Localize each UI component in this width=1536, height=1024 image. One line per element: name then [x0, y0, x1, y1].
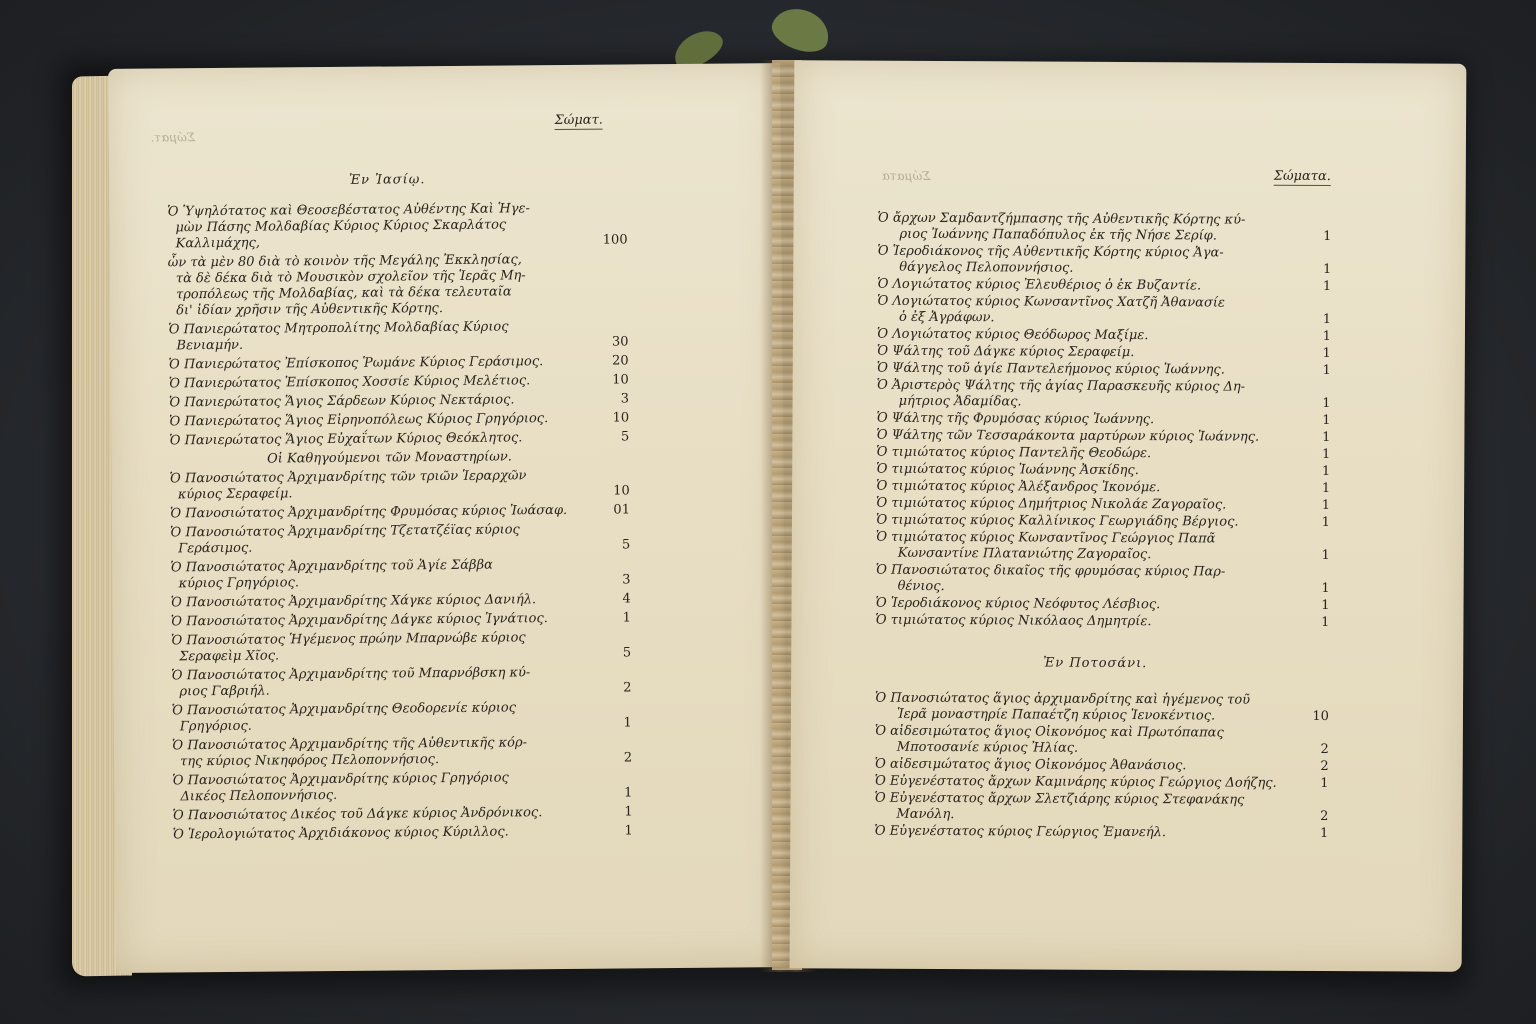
left-page — [108, 63, 788, 973]
entry-line: Ὁ Πανοσιώτατος Ἀρχιμανδρίτης Φρυμόσας κύριος Ἰωάσαφ. — [169, 502, 568, 522]
entry-line: Ὁ Πανοσιώτατος Ἡγέμενος πρώην Μπαρνώβε κύριος — [170, 630, 526, 649]
entry-count: 4 — [622, 591, 631, 607]
entry-count: 2 — [1320, 742, 1329, 758]
entry-count: 1 — [1321, 481, 1331, 497]
entry-count: 1 — [1322, 262, 1332, 278]
entry-count: 1 — [1321, 615, 1330, 631]
entry-line: Ὁ Πανοσιώτατος δικαῖος τῆς φρυμόσας κύριος Παρ- — [875, 562, 1226, 580]
entry-line: Δικέος Πελοποννήσιος. — [180, 787, 338, 805]
entry-count: 10 — [612, 372, 629, 388]
entry-line: Ὁ τιμιώτατος κύριος Δημήτριος Νικολάε Ζαγοραῖος. — [876, 495, 1227, 513]
entry-line: Ὁ Πανοσιώτατος Ἀρχιμανδρίτης τοῦ Μπαρνόβσκη κύ- — [171, 665, 531, 684]
entry-line: Ὁ Εὐγενέστατος κύριος Γεώργιος Ἐμανεήλ. — [874, 823, 1167, 841]
entry-line: Ὁ αἰδεσιμώτατος ἅγιος Οἰκονόμος Ἀθανάσιος. — [874, 756, 1187, 774]
entry-line: Ὁ Πανοσιώτατος Ἀρχιμανδρίτης Χάγκε κύριος Δανιήλ. — [170, 592, 537, 611]
entry-line: Ὁ Πανοσιώτατος Ἀρχιμανδρίτης κύριος Γρηγόριος — [172, 770, 509, 789]
section-title: Ἐν Ποτοσάνι. — [1043, 655, 1148, 672]
entry-line: Ὁ Ὑψηλότατος καὶ Θεοσεβέστατος Αὐθέντης Καὶ Ἡγε- — [167, 201, 530, 220]
entry-count: 3 — [622, 572, 631, 588]
entry-line: θάγγελος Πελοποννήσιος. — [899, 259, 1074, 276]
entry-count: 100 — [602, 232, 628, 248]
entry-line: τὰ δὲ δέκα διὰ τὸ Μουσικὸν σχολεῖον τῆς Ἱερᾶς Μη- — [175, 268, 526, 287]
entry-line: δι' ἰδίαν χρῆσιν τῆς Αὐθεντικῆς Κόρτης. — [176, 301, 444, 319]
entry-line: Ὁ Πανιερώτατος Ἅγιος Εὐχαΐτων Κύριος Θεόκλητος. — [169, 430, 523, 449]
entry-line: Ὁ Πανοσιώτατος Δικέος τοῦ Δάγκε κύριος Ἀνδρόνικος. — [172, 805, 543, 824]
entry-line: Ὁ Λογιώτατος κύριος Θεόδωρος Μαξίμε. — [876, 326, 1149, 344]
entry-count: 30 — [611, 334, 629, 350]
entry-line: Ὁ Ψάλτης τοῦ Δάγκε κύριος Σεραφείμ. — [876, 343, 1135, 361]
entry-line: Μανόλη. — [896, 806, 955, 823]
entry-count: 1 — [1323, 229, 1332, 245]
entry-line: Ὁ Πανοσιώτατος Ἀρχιμανδρίτης τῆς Αὐθεντικῆς κόρ- — [171, 735, 528, 754]
entry-line: Ὁ Πανιερώτατος Ἐπίσκοπος Ῥωμάνε Κύριος Γεράσιμος. — [168, 354, 544, 373]
entry-line: Ὁ τιμιώτατος κύριος Ἰωάννης Ἀσκίδης. — [876, 461, 1139, 479]
entry-count: 1 — [1320, 776, 1329, 792]
entry-line: Ὁ Λογιώτατος κύριος Κωνσαντῖνος Χατζῆ Ἀθανασίε — [877, 293, 1225, 311]
entry-line: θένιος. — [897, 578, 945, 595]
entry-count: 1 — [1322, 430, 1331, 446]
entry-line: Γεράσιμος. — [178, 540, 253, 557]
entry-line: Ὁ Ἱεροδιάκονος κύριος Νεόφυτος Λέσβιος. — [875, 595, 1161, 613]
entry-line: Ὁ Πανοσιώτατος Ἀρχιμανδρίτης Δάγκε κύριος Ἰγνάτιος. — [170, 611, 548, 630]
entry-line: Ἱερᾶ μοναστηρίε Παπαέτζη κύριος Ἰενοκέντιος. — [896, 706, 1216, 724]
entry-line: κύριος Γρηγόριος. — [178, 575, 300, 592]
entry-count: 1 — [623, 715, 632, 731]
entry-line: ριος Ἰωάννης Παπαδόπυλος ἐκ τῆς Νήσε Σερίφ. — [899, 226, 1217, 244]
entry-line: Ὁ Ἀριστερὸς Ψάλτης τῆς ἁγίας Παρασκευῆς κύριος Δη- — [876, 377, 1246, 395]
entry-line: Ὁ Εὐγενέστατος ἄρχων Καμινάρης κύριος Γεώργιος Δοήζης. — [874, 773, 1277, 791]
entry-line: μήτριος Ἀδαμίδας. — [898, 393, 1022, 410]
entry-count: 1 — [1322, 329, 1331, 345]
entry-line: Ὁ Πανοσιώτατος ἅγιος ἀρχιμανδρίτης καὶ ἡγέμενος τοῦ — [875, 690, 1251, 708]
entry-line: κύριος Σεραφείμ. — [177, 486, 293, 503]
entry-line: ὁ ἐξ Ἀγράφων. — [898, 309, 995, 326]
entry-line: Ὁ Πανοσιώτατος Ἀρχιμανδρίτης Θεοδορενίε κύριος — [171, 700, 517, 719]
entry-line: Σεραφεὶμ Χῖος. — [179, 648, 280, 665]
entry-line: Ὁ Πανοσιώτατος Ἀρχιμανδρίτης τῶν τριῶν Ἱεραρχῶν — [169, 468, 527, 487]
entry-line: Ὁ Ψάλτης τοῦ ἁγίε Παντελεήμονος κύριος Ἰωάννης. — [876, 360, 1225, 378]
entry-line: Οἱ Καθηγούμενοι τῶν Μοναστηρίων. — [267, 449, 512, 467]
entry-line: Μποτοσανίε κύριος Ἠλίας. — [896, 739, 1079, 756]
running-head: Σώματ. — [554, 112, 603, 129]
entry-line: Ὁ Πανιερώτατος Μητροπολίτης Μολδαβίας Κύριος — [168, 319, 509, 338]
entry-count: 10 — [612, 410, 630, 426]
entry-line: Κωνσαντίνε Πλατανιώτης Ζαγοραῖος. — [897, 545, 1152, 563]
entry-line: ὧν τὰ μὲν 80 διὰ τὸ κοινὸν τῆς Μεγάλης Ἐκκλησίας, — [167, 252, 522, 271]
entry-line: Ὁ Ψάλτης τῆς Φρυμόσας κύριος Ἰωάννης. — [876, 410, 1155, 428]
bleed-through-head: Σώματ. — [150, 130, 196, 145]
entry-count: 2 — [1320, 809, 1329, 825]
entry-line: τροπόλεως τῆς Μολδαβίας, καὶ τὰ δέκα τελευταῖα — [175, 284, 512, 303]
entry-line: Ὁ τιμιώτατος κύριος Νικόλαος Δημητρίε. — [875, 612, 1152, 630]
entry-line: Ὁ τιμιώτατος κύριος Κωνσαντῖνος Γεώργιος Παπᾶ — [875, 529, 1216, 547]
entry-line: Ὁ Πανοσιώτατος Ἀρχιμανδρίτης τοῦ Ἁγίε Σάββα — [170, 557, 493, 576]
entry-line: ριος Γαβριήλ. — [179, 683, 270, 700]
entry-count: 5 — [621, 537, 631, 553]
entry-line: Ὁ Εὐγενέστατος ἄρχων Σλετζιάρης κύριος Στεφανάκης — [874, 790, 1245, 808]
entry-line: της κύριος Νικηφόρος Πελοποννήσιος. — [180, 752, 440, 770]
entry-line: Καλλιμάχης, — [175, 235, 261, 252]
entry-count: 2 — [623, 750, 633, 766]
entry-count: 1 — [1322, 396, 1331, 412]
entry-count: 1 — [1322, 346, 1331, 362]
entry-line: Ὁ τιμιώτατος κύριος Καλλίνικος Γεωργιάδης Βέργιος. — [875, 512, 1239, 530]
entry-line: Ὁ Πανιερώτατος Ἅγιος Σάρδεων Κύριος Νεκτάριος. — [168, 392, 515, 411]
entry-line: μὼν Πάσης Μολδαβίας Κύριος Κύριος Σκαρλάτος — [175, 217, 507, 236]
entry-count: 1 — [1322, 279, 1332, 295]
entry-count: 1 — [1321, 598, 1330, 614]
entry-count: 1 — [1321, 464, 1331, 480]
entry-count: 20 — [612, 353, 629, 369]
entry-line: Ὁ Λογιώτατος κύριος Ἐλευθέριος ὁ ἐκ Βυζαντίε. — [877, 276, 1202, 294]
entry-line: Ὁ τιμιώτατος κύριος Παντελῆς Θεοδώρε. — [876, 444, 1152, 462]
entry-line: Ὁ Πανοσιώτατος Ἀρχιμανδρίτης Τζετατζέϊας κύριος — [170, 522, 520, 541]
entry-count: 1 — [622, 610, 631, 626]
entry-count: 3 — [620, 391, 630, 407]
entry-count: 1 — [1322, 312, 1332, 328]
entry-count: 1 — [624, 785, 633, 801]
entry-line: Ὁ ἄρχων Σαμδαντζήμπασης τῆς Αὐθεντικῆς Κόρτης κύ- — [877, 210, 1246, 228]
entry-count: 1 — [1322, 363, 1331, 379]
entry-line: Ὁ Πανιερώτατος Ἐπίσκοπος Χοσσίε Κύριος Μελέτιος. — [168, 373, 531, 392]
entry-line: Γρηγόριος. — [179, 718, 252, 735]
entry-count: 1 — [1320, 826, 1329, 842]
running-head: Σώματα. — [1273, 168, 1331, 185]
bleed-through-head: Σώματα — [881, 168, 931, 183]
entry-count: 1 — [624, 823, 633, 839]
right-page — [790, 60, 1467, 972]
entry-count: 01 — [613, 502, 631, 518]
entry-line: Ὁ Ἱεροδιάκονος τῆς Αὐθεντικῆς Κόρτης κύριος Ἀγα- — [877, 243, 1224, 261]
entry-count: 1 — [1321, 548, 1330, 564]
entry-count: 1 — [1321, 515, 1331, 531]
entry-line: Ὁ Πανιερώτατος Ἅγιος Εἰρηνοπόλεως Κύριος Γρηγόριος. — [169, 411, 549, 430]
entry-count: 10 — [1312, 708, 1329, 725]
entry-count: 1 — [1322, 413, 1331, 429]
entry-count: 1 — [1321, 498, 1331, 514]
entry-line: Ὁ Ἱερολογιώτατος Ἀρχιδιάκονος κύριος Κύριλλος. — [172, 824, 509, 843]
entry-count: 1 — [624, 804, 633, 820]
entry-line: Ὁ Ψάλτης τῶν Τεσσαράκοντα μαρτύρων κύριος Ἰωάννης. — [876, 427, 1260, 445]
entry-count: 1 — [1321, 581, 1330, 597]
entry-count: 2 — [623, 680, 632, 696]
entry-count: 5 — [620, 429, 630, 445]
entry-count: 10 — [613, 483, 630, 499]
entry-count: 1 — [1322, 447, 1331, 463]
entry-line: Ὁ τιμιώτατος κύριος Ἀλέξανδρος Ἰκονόμε. — [876, 478, 1161, 496]
entry-line: Ὁ αἰδεσιμώτατος ἅγιος Οἰκονόμος καὶ Πρωτόπαπας — [874, 723, 1224, 741]
entry-line: Βενιαμήν. — [176, 337, 244, 354]
entry-count: 2 — [1320, 759, 1329, 775]
section-title: Ἐν Ἰασίῳ. — [348, 172, 426, 188]
entry-count: 5 — [622, 645, 632, 661]
